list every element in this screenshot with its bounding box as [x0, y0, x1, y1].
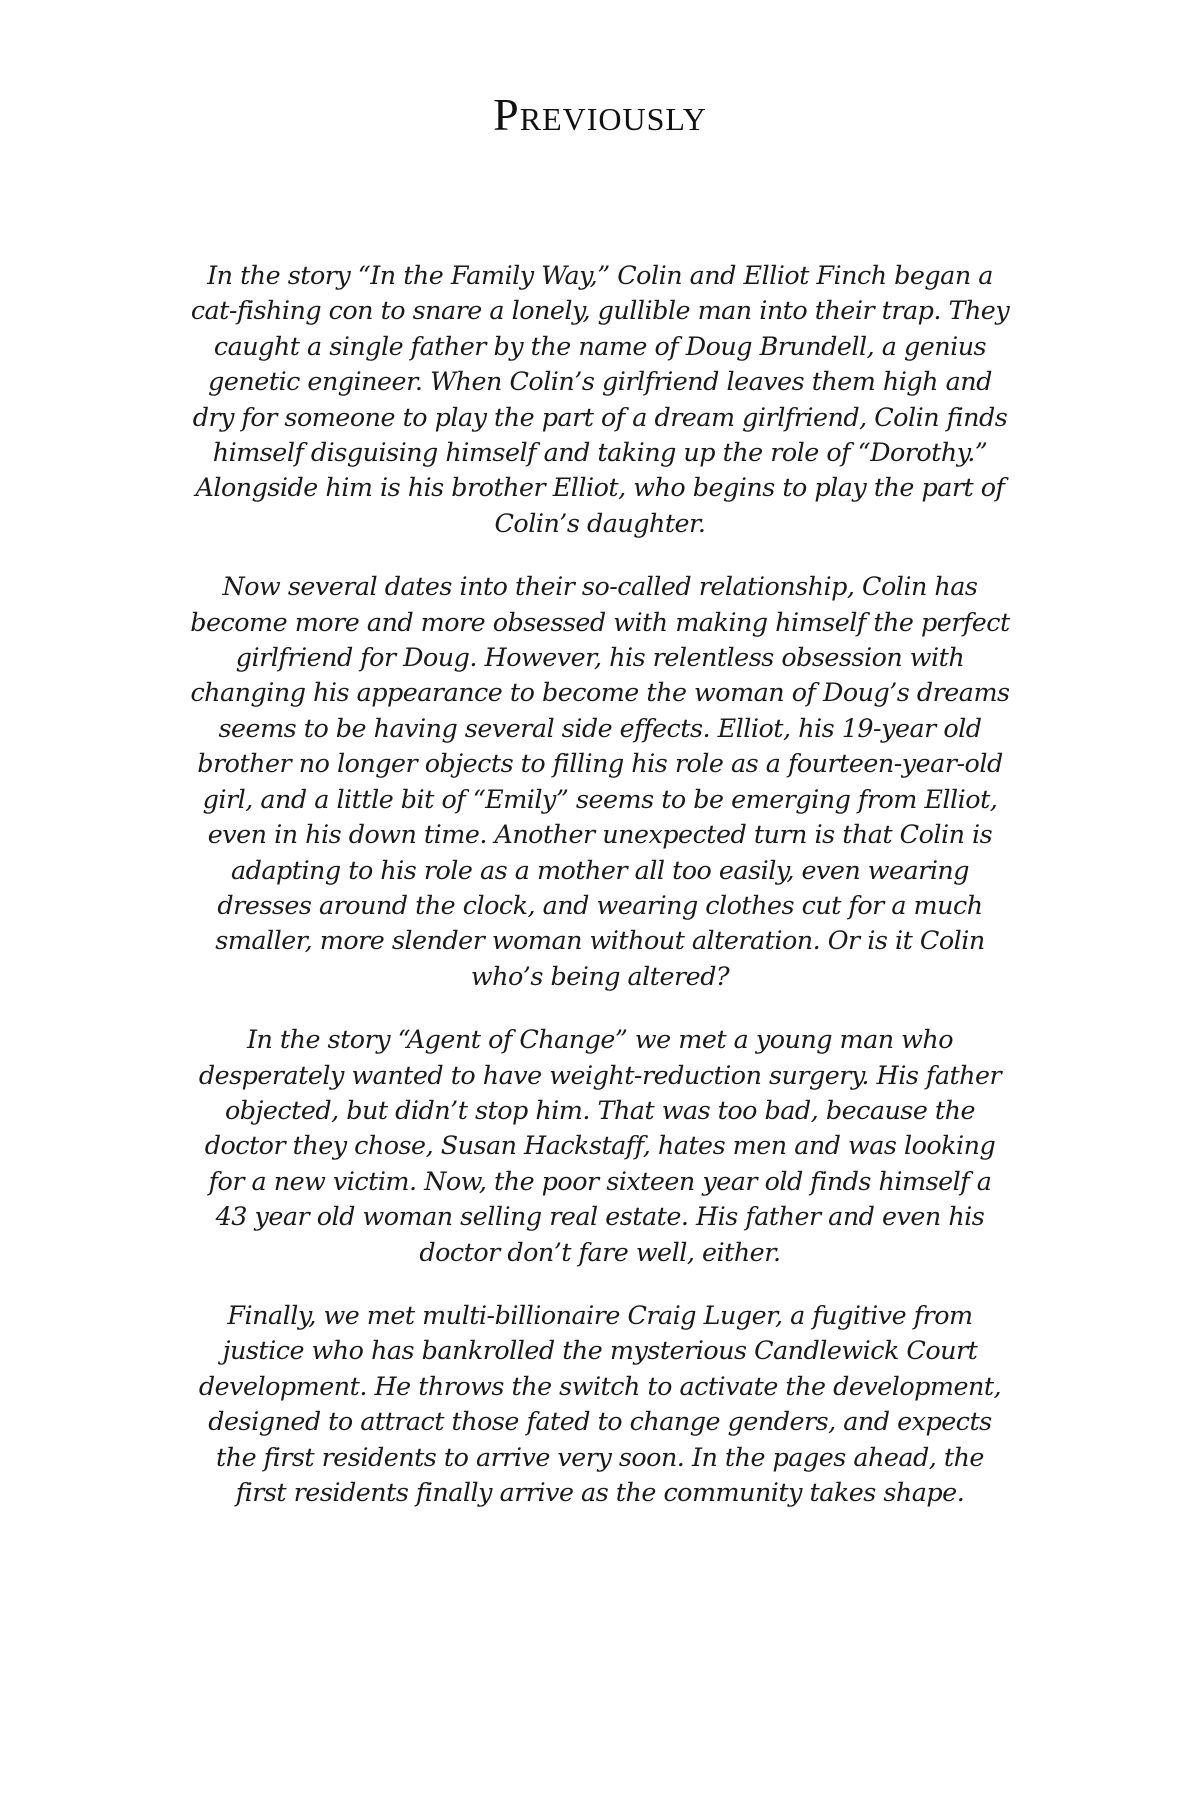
paragraph-family-way: In the story “In the Family Way,” Colin and Elliot Finch began a cat-fishing con to snare a lonely, gullible man into their trap. They caught a single father by the name of Doug Brundell, a genius genetic engineer. When Colin’s girlfriend leaves them high and dry for someone to play the part of a dream girlfriend, Colin finds himself disguising himself and taking up the role of “Dorothy.” Alongside him is his brother Elliot, who begins to play the part of Colin’s daughter.	[190, 260, 1010, 538]
page-body	[190, 258, 1010, 1538]
paragraph-agent-of-change: In the story “Agent of Change” we met a young man who desperately wanted to have weight-reduction surgery. His father objected, but didn’t stop him. That was too bad, because the doctor they chose, Susan Hackstaff, hates men and was looking for a new victim. Now, the poor sixteen year old finds himself a 43 year old woman selling real estate. His father and even his doctor don’t fare well, either.	[198, 1024, 1002, 1267]
page-title: Previously	[493, 89, 707, 140]
paragraph-candlewick-court: Finally, we met multi-billionaire Craig Luger, a fugitive from justice who has bankrolled the mysterious Candlewick Court development. He throws the switch to activate the development, designed to attract those fated to change genders, and expects the first residents to arrive very soon. In the pages ahead, the first residents finally arrive as the community takes shape.	[198, 1299, 1002, 1507]
paragraph-relationship: Now several dates into their so-called relationship, Colin has become more and more obsessed with making himself the perfect girlfriend for Doug. However, his relentless obsession with changing his appearance to become the woman of Doug’s dreams seems to be having several side effects. Elliot, his 19-year old brother no longer objects to filling his role as a fourteen-year-old girl, and a little bit of “Emily” seems to be emerging from Elliot, even in his down time. Another unexpected turn is that Colin is adapting to his role as a mother all too easily, even wearing dresses around the clock, and wearing clothes cut for a much smaller, more slender woman without alteration. Or is it Colin who’s being altered?	[190, 571, 1010, 991]
